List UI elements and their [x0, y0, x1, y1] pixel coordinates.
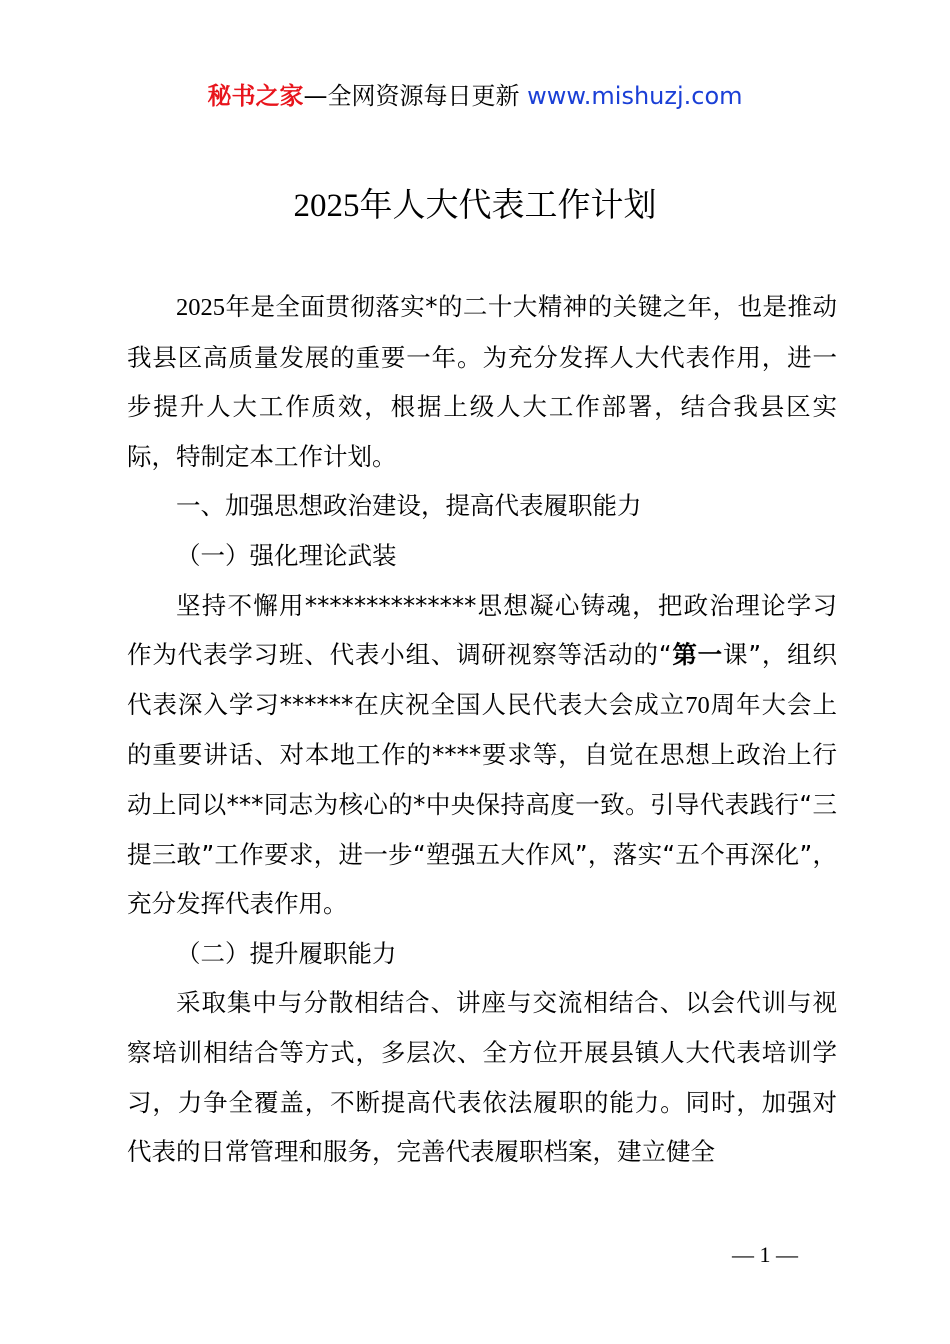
paragraph-theory-part-b: 课”，组织代表深入学习******在庆祝全国人民代表大会成立: [127, 640, 837, 719]
subsection-heading-1: （一）强化理论武装: [176, 540, 397, 570]
site-banner: [0, 80, 950, 112]
document-body: [127, 282, 837, 1177]
paragraph-theory: [127, 581, 837, 929]
banner-tagline: —全网资源每日更新: [303, 82, 520, 110]
paragraph-theory-part-c: 周年大会上的重要讲话、对本地工作的****要求等，自觉在思想上政治上行动上同以***同志为核心的*中央保持高度一致。引导代表践行“三提三敢”工作要求，进一步“塑强五大作风”，落实“五个再深化”，充分发挥代表作用。: [127, 689, 838, 919]
banner-url-link[interactable]: www.mishuzj.com: [527, 82, 743, 110]
brand-name: 秘书之家: [207, 82, 304, 110]
document-title: [0, 183, 950, 228]
title-year: 2025: [293, 188, 360, 224]
section-heading-1: 一、加强思想政治建设，提高代表履职能力: [176, 491, 642, 521]
intro-year: 2025: [176, 294, 225, 321]
subsection-heading-2: （二）提升履职能力: [176, 938, 397, 968]
intro-text: 年是全面贯彻落实*的二十大精神的关键之年，也是推动我县区高质量发展的重要一年。为充分发挥人大代表作用，进一步提升人大工作质效，根据上级人大工作部署，结合我县区实际，特制定本工作计划。: [127, 292, 837, 471]
title-text: 年人大代表工作计划: [359, 185, 657, 224]
page-number: — 1 —: [732, 1242, 798, 1267]
intro-paragraph: [127, 282, 837, 481]
paragraph-theory-bold: 第一: [671, 640, 723, 670]
paragraph-theory-part-a: 坚持不懈用**************思想凝心铸魂，把政治理论学习作为代表学习班、代表小组、调研视察等活动的“: [127, 590, 837, 670]
paragraph-capability: 采取集中与分散相结合、讲座与交流相结合、以会代训与视察培训相结合等方式，多层次、全方位开展县镇人大代表培训学习，力争全覆盖，不断提高代表依法履职的能力。同时，加强对代表的日常管理和服务，完善代表履职档案，建立健全: [127, 988, 837, 1167]
paragraph-theory-number: 70: [685, 691, 710, 719]
